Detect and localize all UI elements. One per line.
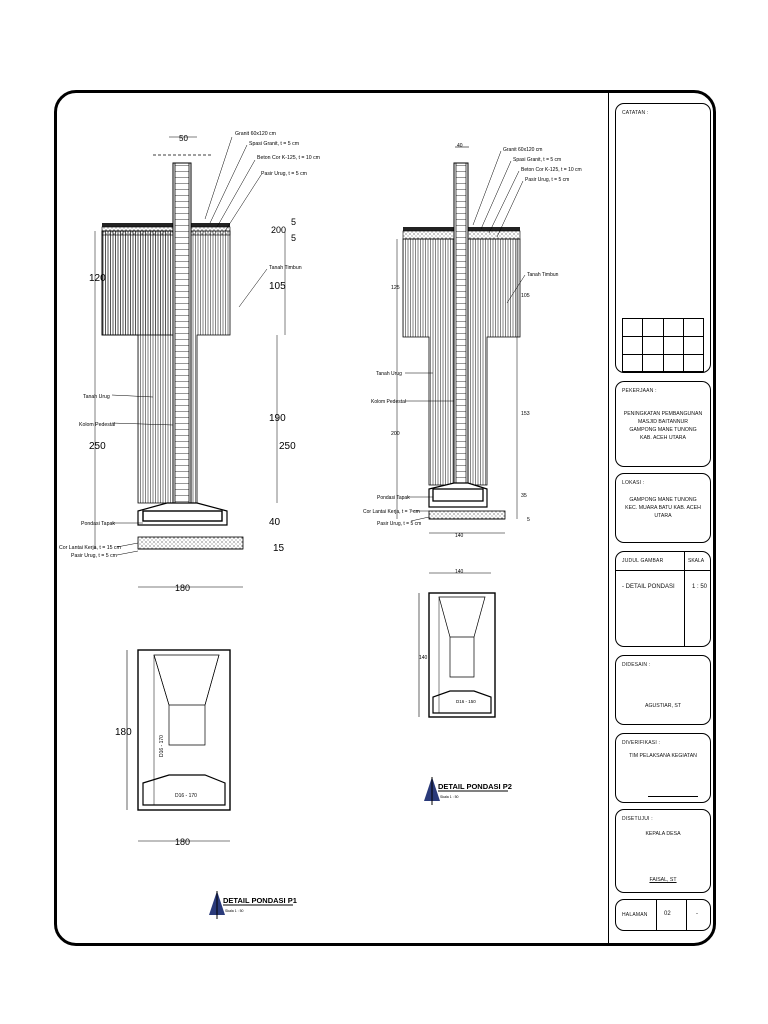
p2-plan-width: 140 [455, 569, 464, 575]
p2-dim-35: 35 [521, 493, 527, 499]
p1-label-tanah-timbun: Tanah Timbun [269, 265, 302, 271]
p1-dim-250-left: 250 [89, 441, 106, 452]
p2-label-cor-lantai: Cor Lantai Kerja, t = 7 cm [363, 509, 420, 515]
p2-dim-200: 200 [391, 431, 400, 437]
p1-dim-105: 105 [269, 281, 286, 292]
title-block [608, 93, 716, 943]
tb-disetujui-role: KEPALA DESA [645, 831, 681, 837]
p2-dim-105: 105 [521, 293, 530, 299]
tb-lokasi-line-1: GAMPONG MANE TUNONG [629, 497, 697, 503]
tb-skala-label: SKALA [688, 558, 705, 564]
p1-dim-5b: 5 [291, 233, 297, 243]
p1-label-tanah-urug: Tanah Urug [83, 394, 110, 400]
p2-section [363, 143, 582, 539]
p2-plan-height: 140 [419, 655, 428, 661]
p2-dim-top: 40 [457, 143, 463, 149]
p1-dim-40: 40 [269, 517, 281, 528]
p2-dim-140: 140 [455, 533, 464, 539]
p1-dim-15: 15 [273, 543, 285, 554]
tb-pekerjaan [615, 381, 711, 467]
p2-plan [419, 569, 495, 717]
tb-halaman-value: 02 [664, 911, 671, 917]
p1-section [59, 131, 320, 593]
p2-label-beton: Beton Cor K-125, t = 10 cm [521, 167, 582, 173]
p2-label-tanah-urug: Tanah Urug [376, 371, 402, 377]
tb-judul-value: - DETAIL PONDASI [622, 584, 675, 590]
tb-pekerjaan-label: PEKERJAAN : [622, 388, 657, 394]
tb-halaman [615, 899, 711, 931]
p1-granite [102, 223, 230, 227]
p1-concrete-layer [102, 227, 230, 235]
p1-dim-190: 190 [269, 413, 286, 424]
p1-title-group [209, 891, 297, 919]
p2-dim-5: 5 [527, 517, 530, 523]
p1-soil-left [102, 231, 175, 335]
p1-plan-height: 180 [115, 727, 132, 738]
p1-scale: Skala 1 : 50 [225, 909, 244, 913]
p2-label-kolom: Kolom Pedestal [371, 399, 407, 405]
p2-dim-153: 153 [521, 411, 530, 417]
tb-disetujui [615, 809, 711, 893]
p1-label-pasir-bawah: Pasir Urug, t = 5 cm [71, 553, 117, 559]
tb-halaman-extra: - [696, 911, 698, 917]
tb-judul-label: JUDUL GAMBAR [622, 558, 664, 564]
tb-diverifikasi [615, 733, 711, 803]
tb-halaman-label: HALAMAN [622, 912, 648, 918]
tb-pekerjaan-line-1: PENINGKATAN PEMBANGUNAN [623, 411, 703, 417]
p1-dim-200: 200 [271, 225, 287, 235]
tb-pekerjaan-line-4: KAB. ACEH UTARA [639, 435, 687, 441]
tb-catatan [615, 103, 711, 373]
p2-footing [429, 483, 487, 507]
p1-title: DETAIL PONDASI P1 [223, 896, 297, 905]
p1-rebar-side: D16 - 170 [159, 735, 165, 757]
tb-desain [615, 655, 711, 725]
tb-pekerjaan-line-2: MASJID BAITANNUR [637, 419, 689, 425]
tb-disetujui-name: FAISAL, ST [649, 877, 677, 883]
tb-desain-label: DIDESAIN : [622, 662, 651, 668]
p1-lean-concrete [138, 537, 243, 549]
tb-diverifikasi-label: DIVERIFIKASI : [622, 740, 661, 746]
p1-rebar-plan: D16 - 170 [175, 793, 197, 799]
p1-plan [115, 650, 230, 847]
p1-dim-5a: 5 [291, 217, 297, 227]
p2-label-pondasi: Pondasi Tapak [377, 495, 410, 501]
tb-catatan-label: CATATAN : [622, 110, 649, 116]
tb-pekerjaan-line-3: GAMPONG MANE TUNONG [629, 427, 697, 433]
p1-dim-top: 50 [179, 134, 188, 143]
drawing-sheet [54, 90, 716, 946]
p1-dim-250-right: 250 [279, 441, 296, 452]
tb-skala-value: 1 : 50 [692, 584, 708, 590]
tb-catatan-grid [622, 318, 704, 372]
p1-plan-width: 180 [175, 837, 191, 847]
p2-label-spasi: Spasi Granit, t = 5 cm [513, 157, 562, 163]
p1-label-granit: Granit 60x120 cm [235, 131, 276, 137]
p2-title-group [424, 777, 512, 805]
p2-label-pasir-bawah: Pasir Urug, t = 5 cm [377, 521, 422, 527]
tb-lokasi [615, 473, 711, 543]
p1-footing [138, 503, 227, 525]
tb-lokasi-line-2: KEC. MUARA BATU KAB. ACEH UTARA [625, 505, 701, 519]
tb-disetujui-label: DISETUJUI : [622, 816, 653, 822]
p1-label-spasi: Spasi Granit, t = 5 cm [249, 141, 300, 147]
p2-dim-125: 125 [391, 285, 400, 291]
tb-lokasi-label: LOKASI : [622, 480, 645, 486]
p1-dim-180: 180 [175, 583, 191, 593]
p2-label-pasir: Pasir Urug, t = 5 cm [525, 177, 570, 183]
tb-desain-value: AGUSTIAR, ST [644, 703, 682, 709]
tb-diverifikasi-value: TIM PELAKSANA KEGIATAN [629, 753, 697, 759]
p2-label-tanah-timbun: Tanah Timbun [527, 272, 559, 278]
p1-label-beton: Beton Cor K-125, t = 10 cm [257, 155, 321, 161]
p1-label-pasir: Pasir Urug, t = 5 cm [261, 171, 307, 177]
p1-label-pondasi: Pondasi Tapak [81, 521, 115, 527]
tb-judul [615, 551, 711, 647]
p1-column-rebar [175, 163, 189, 503]
p1-dim-120: 120 [89, 273, 106, 284]
p2-title: DETAIL PONDASI P2 [438, 782, 512, 791]
p2-scale: Skala 1 : 50 [440, 795, 459, 799]
p2-label-granit: Granit 60x120 cm [503, 147, 543, 153]
p1-label-kolom: Kolom Pedestal [79, 422, 116, 428]
p1-label-cor-lantai: Cor Lantai Kerja, t = 15 cm [59, 545, 121, 551]
p2-rebar-plan: D16 - 150 [456, 699, 476, 704]
